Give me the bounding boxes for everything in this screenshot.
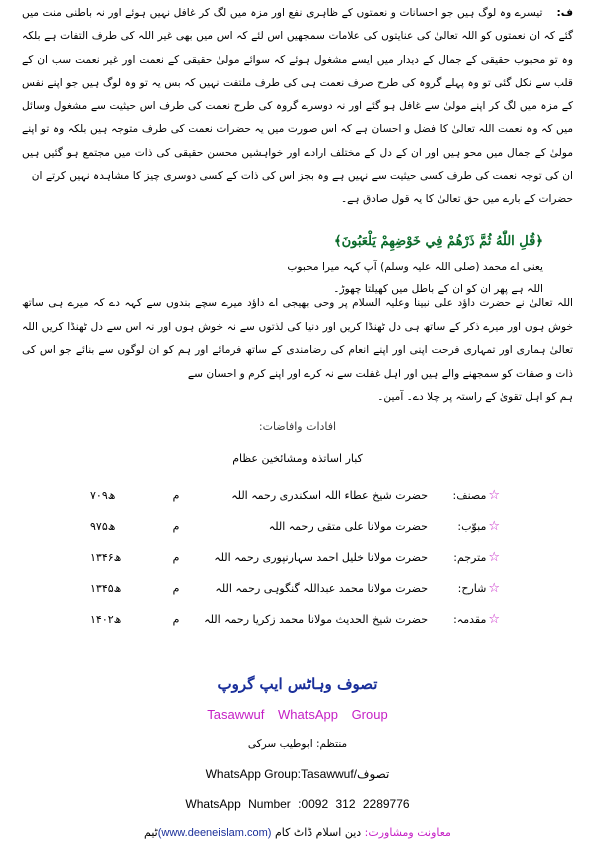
footer-label: معاونت ومشاورت:: [364, 826, 451, 839]
group-admin: منتظم: ابوطیب سرکی: [247, 738, 348, 750]
footer-credit: [0, 826, 595, 839]
fa-marker: ف:: [556, 7, 573, 19]
group-title-urdu: تصوف وہاٹس ایپ گروپ: [217, 675, 378, 693]
author-death-year: ۱۴۰۲ھ: [90, 613, 122, 626]
author-row: [90, 511, 500, 542]
author-name: حضرت شیخ الحدیث مولانا محمد زکریا رحمہ اللہ: [204, 613, 428, 626]
author-name: حضرت مولانا محمد عبداللہ گنگوہی رحمہ اللہ: [215, 582, 428, 595]
quran-verse: ﴿قُلِ اللّٰهُ ثُمَّ ذَرْهُمْ فِي خَوْضِهِمْ يَلْعَبُونَ﴾: [333, 234, 543, 249]
author-role: شارح:: [457, 582, 487, 595]
author-role: مصنف:: [452, 489, 487, 502]
author-death-year: ۹۷۵ھ: [90, 520, 116, 533]
authors-table: [90, 480, 500, 635]
star-outline-icon: ☆: [488, 550, 500, 565]
author-role-cell: [428, 511, 500, 542]
author-role-cell: [428, 480, 500, 511]
author-role-cell: [428, 604, 500, 635]
author-name: حضرت شیخ عطاء اللہ اسکندری رحمہ اللہ: [231, 489, 428, 502]
author-death-year: ۱۳۴۶ھ: [90, 551, 122, 564]
paragraph-dawud: [22, 292, 573, 410]
author-row: [90, 542, 500, 573]
ifadat-heading: افادات وافاضات:: [258, 420, 337, 433]
kibar-subheading: کبار اساتذہ ومشائخین عظام: [232, 452, 363, 465]
star-outline-icon: ☆: [488, 488, 500, 503]
author-name: حضرت مولانا علی متقی رحمہ اللہ: [268, 520, 428, 533]
paragraph-commentary: [22, 2, 573, 212]
author-row: [90, 480, 500, 511]
author-death-marker: م: [172, 489, 180, 502]
author-role: مترجم:: [453, 551, 487, 564]
paragraph-commentary-last-line: حضرات کے بارے میں حق تعالیٰ کا یہ قول صادق ہے۔: [340, 193, 573, 206]
author-role: مبوّب:: [457, 520, 487, 533]
footer-suffix: ٹیم: [144, 826, 158, 839]
verse-translation-line-2: اللہ ہے پھر ان کو ان کے باطل میں کھیلتا چھوڑ۔: [333, 283, 543, 295]
author-name: حضرت مولانا خلیل احمد سہارنپوری رحمہ اللہ: [214, 551, 428, 564]
star-outline-icon: ☆: [488, 519, 500, 534]
footer-url-link[interactable]: (www.deeneislam.com): [157, 827, 272, 839]
group-title-english: Tasawwuf WhatsApp Group: [207, 707, 388, 722]
author-role-cell: [428, 573, 500, 604]
star-outline-icon: ☆: [488, 581, 500, 596]
star-outline-icon: ☆: [488, 612, 500, 627]
verse-translation-line-1: یعنی اے محمد (صلی اللہ علیہ وسلم) آپ کہہ میرا محبوب: [287, 261, 543, 273]
author-role: مقدمہ:: [453, 613, 487, 626]
author-role-cell: [428, 542, 500, 573]
author-death-year: ۷۰۹ھ: [90, 489, 116, 502]
author-row: [90, 604, 500, 635]
author-death-marker: م: [172, 551, 180, 564]
author-death-marker: م: [172, 520, 180, 533]
paragraph-commentary-text: تیسرے وہ لوگ ہیں جو احسانات و نعمتوں کے ظاہری نفع اور مزہ میں لگ کر غافل نہیں ہوئے اور نہ باطنی منت میں گئے کہ ان نعمتوں کو اللہ تعالیٰ کی عنایتوں کی علامات سمجھیں اس لئے کہ اس میں بھی غیر اللہ کی طرف التفات ہے بلکہ وہ تو محبوب حقیقی کے جمال کے دیدار میں ایسے مشغول ہوئے کہ سوائے مولیٰ حقیقی کے نعمت اور غیر نعمت سب ان کے قلب سے نکل گئی تو وہ پہلے گروہ کی طرح صرف نعمت ہی کی طرف ملتفت نہیں کہ بس یہ تو وہ لوگ ہیں جو اپنے نفس کے مزہ میں لگ کر اپنے مولیٰ سے غافل ہو گئے اور نہ دوسرے گروہ کی طرح نعمت کی طرف اس حیثیت سے مشغول وسائل میں کہ وہ نعمت اللہ تعالیٰ کا فضل و احسان ہے کہ اس صورت میں یہ حضرات نعمت کی طرف متوجہ ہیں بلکہ وہ تو اپنے مولیٰ کے جمال میں محو ہیں اور ان کے دل کے مختلف ارادے اور خواہشیں محسن حقیقی کی ذات میں مجتمع ہو گئیں ہیں ان کی توجہ نعمت کی طرف کسی حیثیت سے نہیں ہے وہ بجز اس کی ذات کے کسی دوسری چیز کا مشاہدہ نہیں کرتے ان: [22, 7, 573, 183]
footer-site-name: دین اسلام ڈاٹ کام: [274, 826, 362, 839]
author-death-marker: م: [172, 582, 180, 595]
whatsapp-group-name: WhatsApp Group:Tasawwuf/تصوف: [205, 767, 390, 781]
paragraph-dawud-last-line: ہم کو اہل تقویٰ کے راستہ پر چلا دے۔ آمین۔: [377, 391, 573, 403]
author-row: [90, 573, 500, 604]
author-death-year: ۱۳۴۵ھ: [90, 582, 122, 595]
paragraph-dawud-text: اللہ تعالیٰ نے حضرت داؤد علی نبینا وعلیہ السلام پر وحی بھیجی اے داؤد میرے سچے بندوں سے کہہ دے کہ میرے ہی ساتھ خوش ہوں اور میرے ذکر کے ساتھ ہی دل ٹھنڈا کریں اور دنیا کی لذتوں سے نہ خوش ہوں اور نہ اس سے دل ٹھنڈا کریں اللہ تعالیٰ ہماری اور تمہاری فرحت اپنی اور اپنے انعام کی رضامندی کے ساتھ فرمائے اور ہم کو ان لوگوں سے بنائے جو اس کی ذات و صفات کو سمجھنے والے ہیں اور اہل غفلت سے نہ کرے اور اپنے کرم و احسان سے: [22, 297, 573, 380]
author-death-marker: م: [172, 613, 180, 626]
whatsapp-number: WhatsApp Number :0092 312 2289776: [185, 797, 410, 811]
